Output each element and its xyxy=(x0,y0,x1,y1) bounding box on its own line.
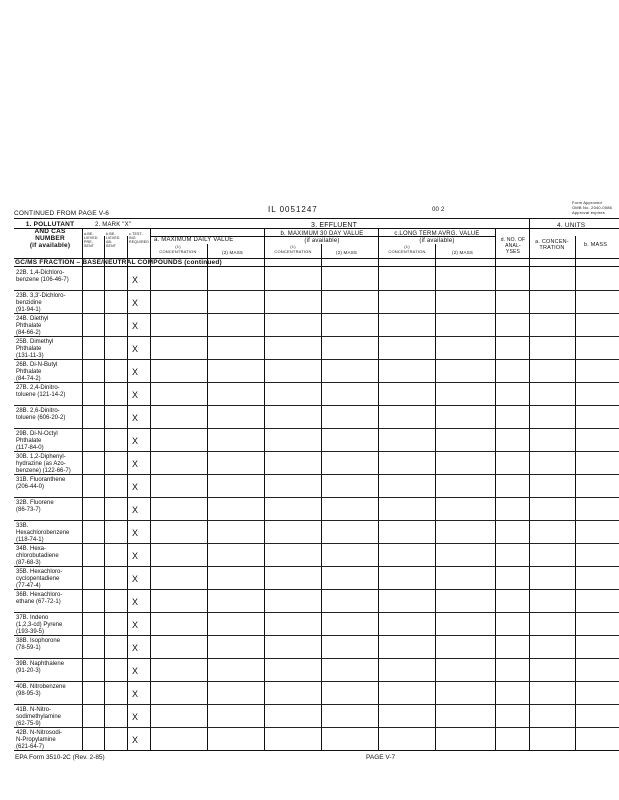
row-testing-required-mark: X xyxy=(132,435,139,446)
row-divider xyxy=(14,612,619,613)
col-effluent: 3. EFFLUENT xyxy=(311,222,358,229)
col-mass-1: (2) MASS xyxy=(222,250,244,255)
row-divider xyxy=(14,497,619,498)
vrule-analyses xyxy=(495,228,496,750)
row-pollutant-label: 34B. Hexa- chlorobutadiene (87-68-3) xyxy=(16,546,59,566)
row-testing-required-mark: X xyxy=(132,642,139,653)
col-max-daily: a. MAXIMUM DAILY VALUE xyxy=(154,237,234,243)
col-max-30: b. MAXIMUM 30 DAY VALUE (if available) xyxy=(280,231,364,244)
form-number: EPA Form 3510-2C (Rev. 2-85) xyxy=(15,754,105,761)
row-divider xyxy=(14,474,619,475)
row-testing-required-mark: X xyxy=(132,619,139,630)
row-pollutant-label: 36B. Hexachloro- ethane (67-72-1) xyxy=(16,592,63,605)
row-testing-required-mark: X xyxy=(132,343,139,354)
row-testing-required-mark: X xyxy=(132,711,139,722)
row-pollutant-label: 26B. Di-N-Butyl Phthalate (84-74-2) xyxy=(16,362,58,382)
row-divider xyxy=(14,520,619,521)
row-testing-required-mark: X xyxy=(132,389,139,400)
col-num-analyses: d. NO. OF ANAL- YSES xyxy=(500,237,526,255)
row-pollutant-label: 33B. Hexachlorobenzene (118-74-1) xyxy=(16,523,70,543)
row-divider xyxy=(14,359,619,360)
row-testing-required-mark: X xyxy=(132,734,139,745)
row-pollutant-label: 31B. Fluoranthene (206-44-0) xyxy=(16,477,66,490)
row-divider xyxy=(14,704,619,705)
row-testing-required-mark: X xyxy=(132,527,139,538)
vrule-mark-c xyxy=(150,228,151,750)
row-pollutant-label: 23B. 3,3'-Dichloro- benzidine (91-94-1) xyxy=(16,293,66,313)
row-divider xyxy=(14,727,619,728)
row-pollutant-label: 32B. Fluorene (86-73-7) xyxy=(16,500,54,513)
row-pollutant-label: 39B. Naphthalene (91-20-3) xyxy=(16,661,65,674)
col-mark-b: b.BE- LIEVED AB- SENT xyxy=(106,232,120,248)
col-conc-1: (1) CONCENTRATION xyxy=(159,244,197,254)
row-testing-required-mark: X xyxy=(132,688,139,699)
continued-from-label: CONTINUED FROM PAGE V-6 xyxy=(14,210,110,217)
row-pollutant-label: 37B. Indeno (1,2,3-cd) Pyrene (193-39-5) xyxy=(16,615,63,635)
col-units-mass: b. MASS xyxy=(584,242,608,248)
row-testing-required-mark: X xyxy=(132,665,139,676)
row-pollutant-label: 28B. 2,6-Dinitro- toluene (606-20-2) xyxy=(16,408,66,421)
row-divider xyxy=(14,405,619,406)
row-testing-required-mark: X xyxy=(132,412,139,423)
vrule-max30 xyxy=(264,228,265,750)
vrule-pollutant xyxy=(82,228,83,750)
section-title: GC/MS FRACTION – BASE/NEUTRAL COMPOUNDS (continued) xyxy=(15,259,222,266)
row-divider xyxy=(14,681,619,682)
col-mark-x: 2. MARK "X" xyxy=(95,222,132,228)
row-divider xyxy=(14,451,619,452)
row-pollutant-label: 27B. 2,4-Dinitro- toluene (121-14-2) xyxy=(16,385,66,398)
row-pollutant-label: 25B. Dimethyl Phthalate (131-11-3) xyxy=(16,339,54,359)
row-testing-required-mark: X xyxy=(132,550,139,561)
page-number: PAGE V-7 xyxy=(366,754,396,761)
outfall-number: 00 2 xyxy=(432,207,445,213)
row-testing-required-mark: X xyxy=(132,458,139,469)
row-divider xyxy=(14,635,619,636)
col-mark-a: a.BE- LIEVED PRE- SENT xyxy=(84,232,98,248)
row-pollutant-label: 29B. Di-N-Octyl Phthalate (117-84-0) xyxy=(16,431,58,451)
col-mass-2: (2) MASS xyxy=(336,250,358,255)
col-units-conc: a. CONCEN- TRATION xyxy=(535,239,569,251)
col-long-term: c.LONG TERM AVRG. VALUE (if available) xyxy=(394,231,480,244)
col-conc-2: (1) CONCENTRATION xyxy=(274,244,312,254)
bottom-rule xyxy=(14,750,619,751)
permit-id: IL 0051247 xyxy=(268,205,318,214)
row-pollutant-label: 38B. Isophorone (78-59-1) xyxy=(16,638,61,651)
row-testing-required-mark: X xyxy=(132,320,139,331)
row-divider xyxy=(14,566,619,567)
row-divider xyxy=(14,313,619,314)
row-divider xyxy=(14,336,619,337)
row-divider xyxy=(14,543,619,544)
col-mark-c: c.TEST- ING REQUIRED xyxy=(129,232,150,244)
row-pollutant-label: 30B. 1,2-Diphenyl- hydrazine (as Azo- benzene) (122-66-7) xyxy=(16,454,71,474)
row-testing-required-mark: X xyxy=(132,297,139,308)
row-testing-required-mark: X xyxy=(132,366,139,377)
row-pollutant-label: 40B. Nitrobenzene (98-95-3) xyxy=(16,684,66,697)
col-pollutant: 1. POLLUTANT AND CAS NUMBER (if available) xyxy=(25,221,75,249)
row-pollutant-label: 22B. 1,4-Dichloro- benzene (106-46-7) xyxy=(16,270,69,283)
row-divider xyxy=(14,428,619,429)
row-divider xyxy=(14,658,619,659)
row-testing-required-mark: X xyxy=(132,481,139,492)
row-testing-required-mark: X xyxy=(132,274,139,285)
row-testing-required-mark: X xyxy=(132,504,139,515)
approval-note: Form Approved OMB No. 2040-0086 Approval expires xyxy=(572,200,613,215)
row-pollutant-label: 35B. Hexachloro- cyclopentadiene (77-47-4) xyxy=(16,569,63,589)
vrule-units xyxy=(529,218,530,750)
row-pollutant-label: 42B. N-Nitrosodi- N-Propylamine (621-64-7) xyxy=(16,730,63,750)
row-pollutant-label: 41B. N-Nitro- sodimethylamine (62-75-9) xyxy=(16,707,62,727)
row-divider xyxy=(14,290,619,291)
col-conc-3: (1) CONCENTRATION xyxy=(388,244,426,254)
row-testing-required-mark: X xyxy=(132,573,139,584)
row-divider xyxy=(14,589,619,590)
row-pollutant-label: 24B. Diethyl Phthalate (84-66-2) xyxy=(16,316,49,336)
row-testing-required-mark: X xyxy=(132,596,139,607)
col-mass-3: (2) MASS xyxy=(452,250,474,255)
vrule-long xyxy=(378,228,379,750)
col-units: 4. UNITS xyxy=(557,222,586,229)
row-divider xyxy=(14,382,619,383)
